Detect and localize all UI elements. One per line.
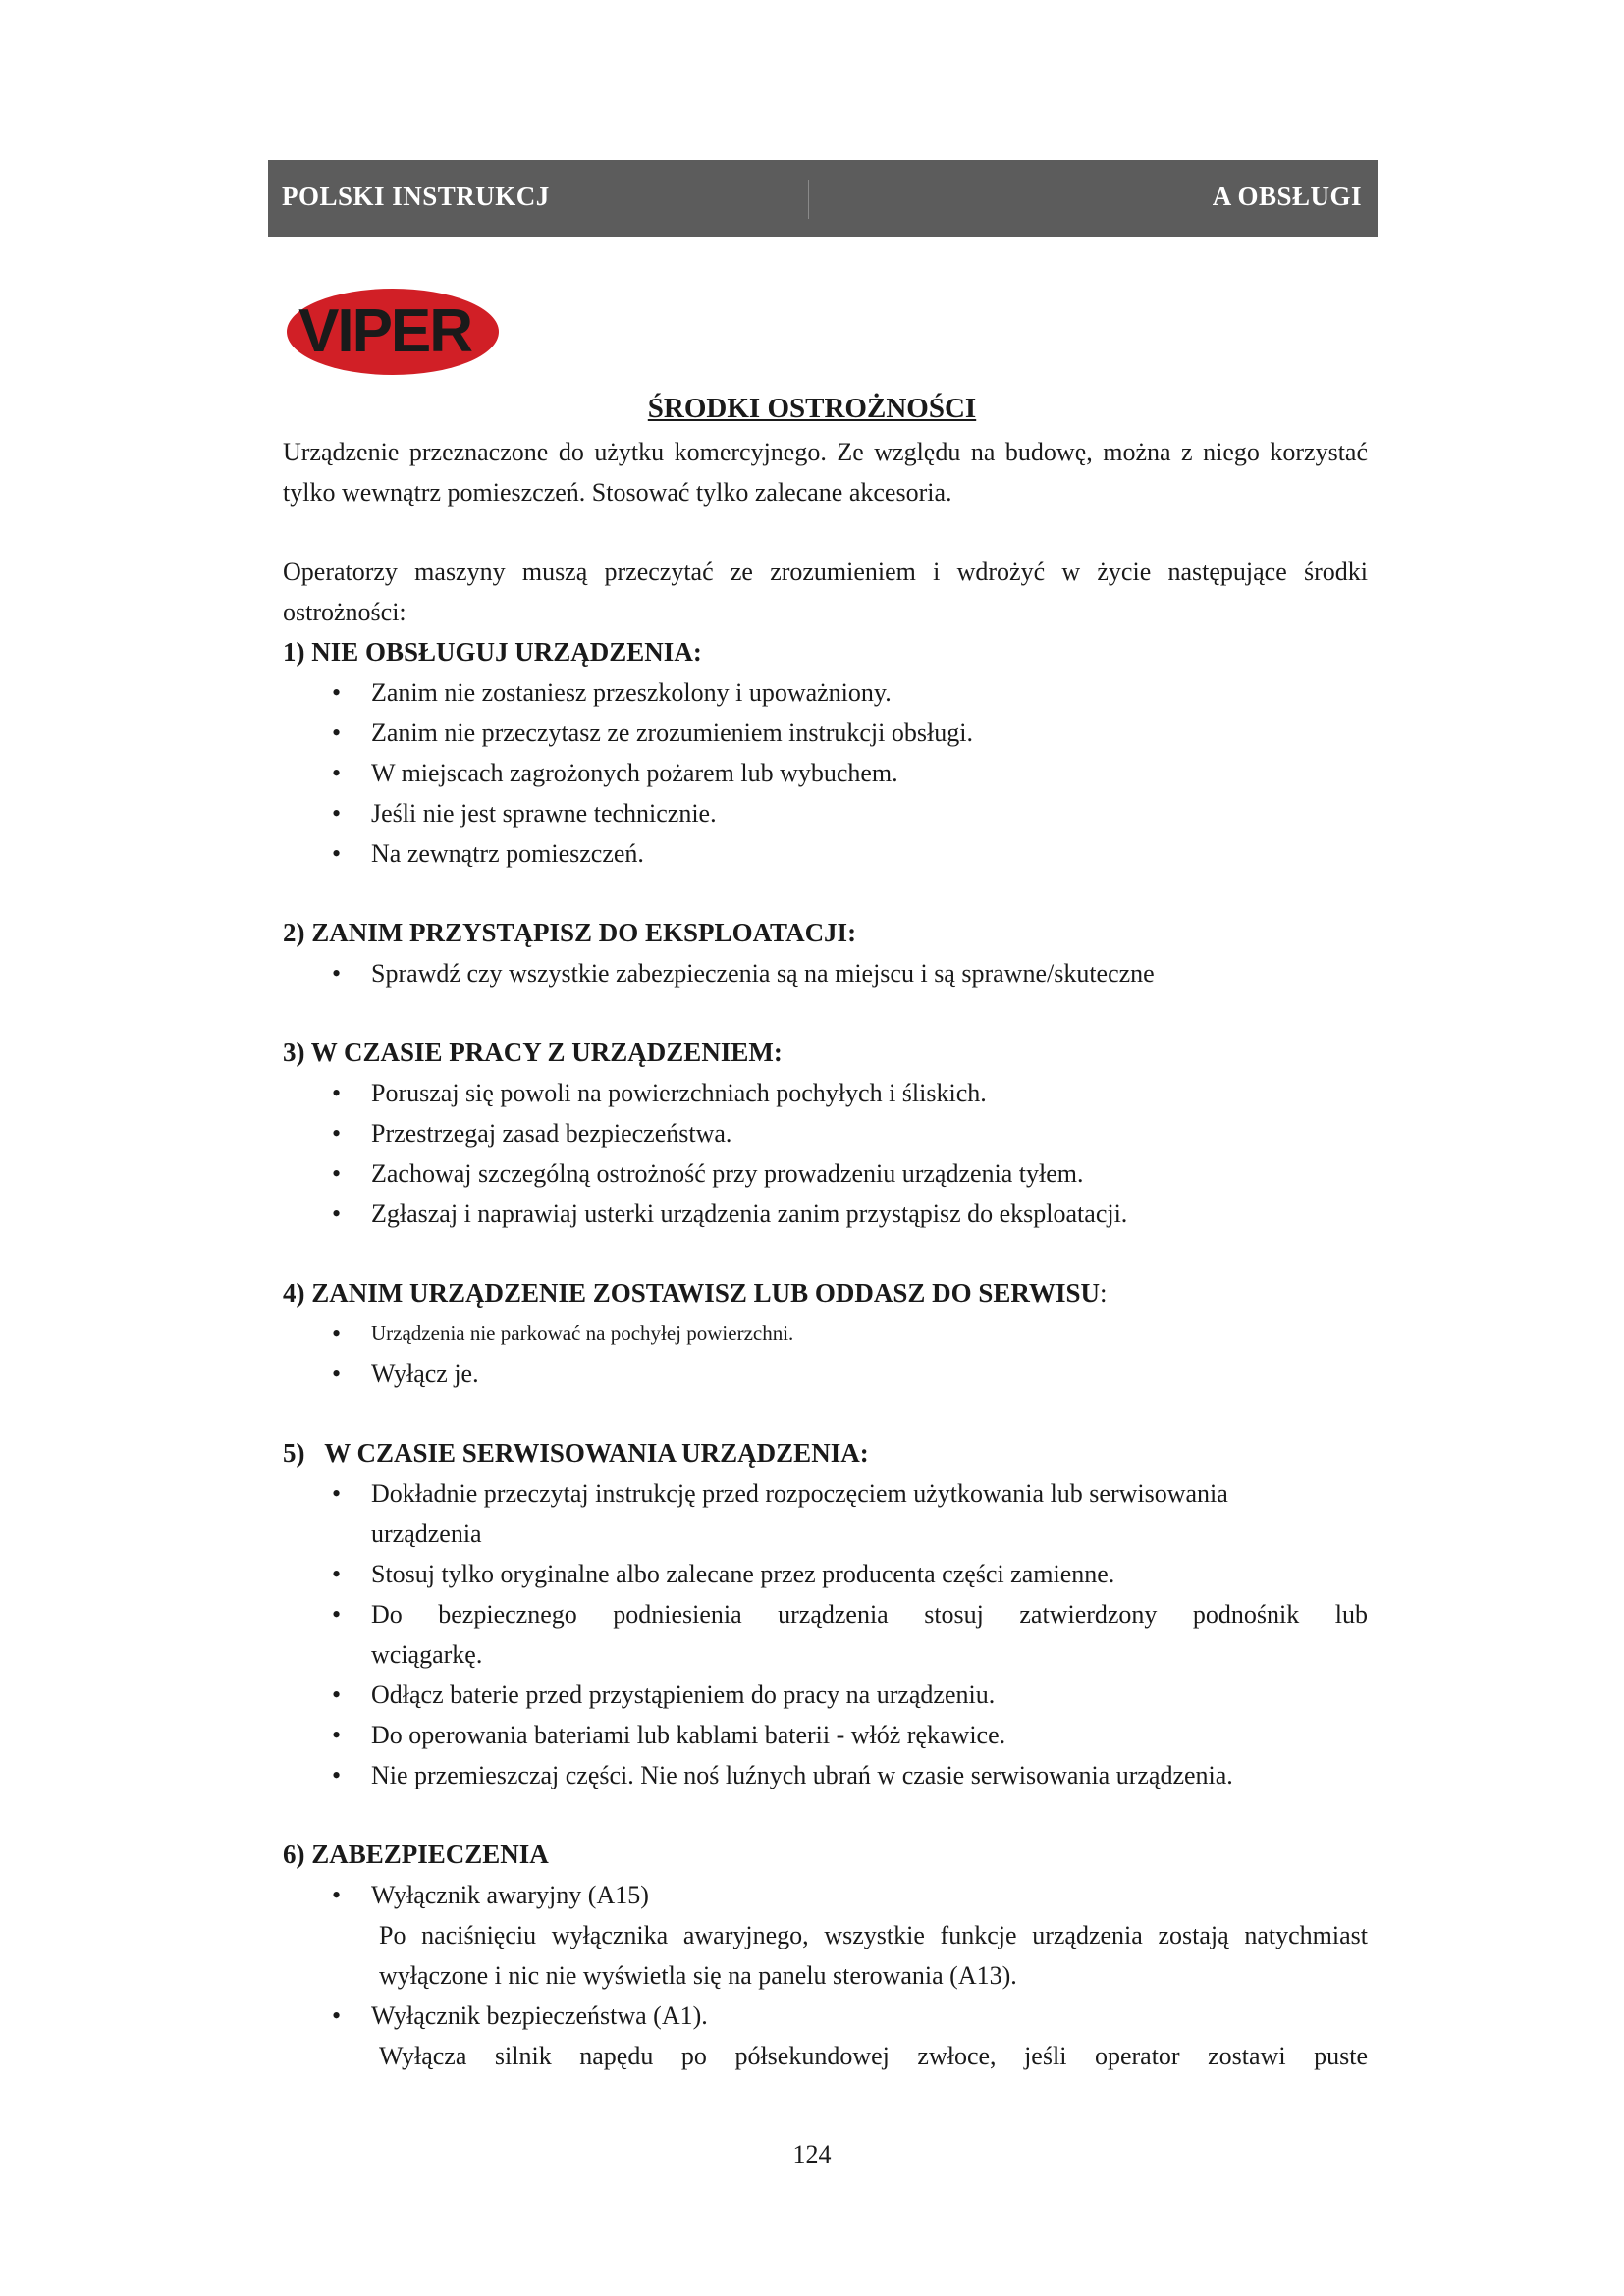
- intro-paragraph-2: Operatorzy maszyny muszą przeczytać ze zrozumieniem i wdrożyć w życie następujące środki ostrożności:: [283, 558, 1368, 626]
- list-item: • Urządzenia nie parkować na pochyłej powierzchni.: [371, 1313, 1368, 1354]
- list-item: • W miejscach zagrożonych pożarem lub wybuchem.: [371, 753, 1368, 793]
- section-5: [283, 1433, 1368, 1795]
- list-item: • Zachowaj szczególną ostrożność przy prowadzeniu urządzenia tyłem.: [371, 1153, 1368, 1194]
- list-item: • Zanim nie zostaniesz przeszkolony i upoważniony.: [371, 672, 1368, 713]
- section-heading: 5) W CZASIE SERWISOWANIA URZĄDZENIA:: [283, 1438, 869, 1468]
- list-item: • Sprawdź czy wszystkie zabezpieczenia są na miejscu i są sprawne/skuteczne: [371, 953, 1368, 993]
- content: [283, 432, 1368, 2076]
- section-3: [283, 1033, 1368, 1234]
- bullet-list: [283, 953, 1368, 993]
- intro-paragraph-1: Urządzenie przeznaczone do użytku komercyjnego. Ze względu na budowę, można z niego korzystać tylko wewnątrz pomieszczeń. Stosować tylko zalecane akcesoria.: [283, 438, 1368, 507]
- document-title: ŚRODKI OSTROŻNOŚCI: [647, 393, 977, 424]
- logo-text: VIPER: [298, 297, 472, 365]
- list-item: • Przestrzegaj zasad bezpieczeństwa.: [371, 1113, 1368, 1153]
- section-heading: 3) W CZASIE PRACY Z URZĄDZENIEM:: [283, 1038, 783, 1067]
- section-4: [283, 1273, 1368, 1394]
- section-heading: 2) ZANIM PRZYSTĄPISZ DO EKSPLOATACJI:: [283, 918, 857, 947]
- list-item: • Wyłącz je.: [371, 1354, 1368, 1394]
- header-bar: [268, 160, 1378, 237]
- list-item: • Do bezpiecznego podniesienia urządzenia stosuj zatwierdzony podnośnik lub wciągarkę.: [371, 1594, 1368, 1675]
- item-description: Po naciśnięciu wyłącznika awaryjnego, wszystkie funkcje urządzenia zostają natychmiast wyłączone i nic nie wyświetla się na panelu sterowania (A13).: [379, 1921, 1368, 1990]
- list-item: • Odłącz baterie przed przystąpieniem do pracy na urządzeniu.: [371, 1675, 1368, 1715]
- section-2: [283, 913, 1368, 993]
- section-6: [283, 1835, 1368, 2076]
- viper-logo: [285, 285, 545, 378]
- item-description: Wyłącza silnik napędu po półsekundowej zwłoce, jeśli operator zostawi puste: [379, 2042, 1368, 2070]
- list-item: • Do operowania bateriami lub kablami baterii - włóż rękawice.: [371, 1715, 1368, 1755]
- section-heading: 4) ZANIM URZĄDZENIE ZOSTAWISZ LUB ODDASZ DO SERWISU:: [283, 1278, 1108, 1308]
- list-item: • Jeśli nie jest sprawne technicznie.: [371, 793, 1368, 833]
- list-item: • Zanim nie przeczytasz ze zrozumieniem instrukcji obsługi.: [371, 713, 1368, 753]
- page-number: 124: [792, 2140, 832, 2168]
- bullet-list: [283, 1073, 1368, 1234]
- section-1: [283, 632, 1368, 874]
- bullet-list: [283, 672, 1368, 874]
- list-item: • Poruszaj się powoli na powierzchniach pochyłych i śliskich.: [371, 1073, 1368, 1113]
- bullet-list: [283, 1473, 1368, 1795]
- header-divider: [808, 180, 809, 219]
- section-heading: 6) ZABEZPIECZENIA: [283, 1840, 549, 1869]
- list-item: • Dokładnie przeczytaj instrukcję przed rozpoczęciem użytkowania lub serwisowania urządzenia: [371, 1473, 1368, 1554]
- list-item: • Stosuj tylko oryginalne albo zalecane przez producenta części zamienne.: [371, 1554, 1368, 1594]
- list-item: • Wyłącznik bezpieczeństwa (A1). Wyłącza silnik napędu po półsekundowej zwłoce, jeśli operator zostawi puste: [371, 1996, 1368, 2076]
- section-heading: 1) NIE OBSŁUGUJ URZĄDZENIA:: [283, 637, 702, 667]
- list-item: • Zgłaszaj i naprawiaj usterki urządzenia zanim przystąpisz do eksploatacji.: [371, 1194, 1368, 1234]
- header-left-text: POLSKI INSTRUKCJ: [282, 182, 550, 211]
- list-item: • Na zewnątrz pomieszczeń.: [371, 833, 1368, 874]
- bullet-list: [283, 1875, 1368, 2076]
- bullet-list: [283, 1313, 1368, 1394]
- list-item: • Nie przemieszczaj części. Nie noś luźnych ubrań w czasie serwisowania urządzenia.: [371, 1755, 1368, 1795]
- header-right-text: A OBSŁUGI: [1212, 182, 1362, 211]
- list-item: • Wyłącznik awaryjny (A15) Po naciśnięciu wyłącznika awaryjnego, wszystkie funkcje urządzenia zostają natychmiast wyłączone i nic nie wyświetla się na panelu sterowania (A13).: [371, 1875, 1368, 1996]
